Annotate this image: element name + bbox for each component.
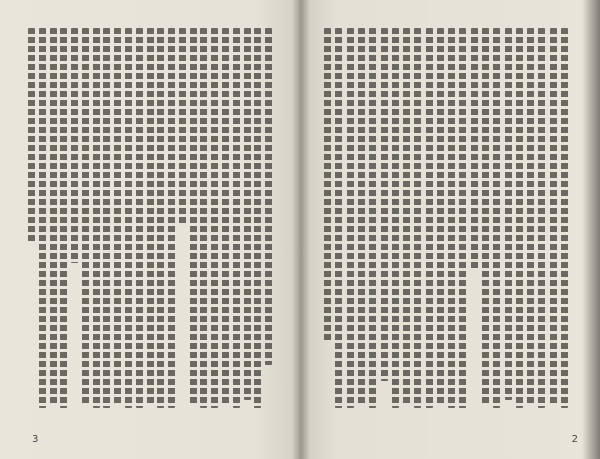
text-column [244, 28, 251, 400]
text-column [527, 28, 534, 404]
text-column [550, 28, 557, 404]
text-column [114, 28, 121, 404]
text-column [381, 28, 388, 381]
right-page-number: 2 [571, 434, 578, 445]
text-column [516, 28, 523, 408]
text-column [168, 28, 175, 408]
text-column [392, 28, 399, 408]
text-column [347, 28, 354, 408]
page-edge-shadow [582, 0, 600, 459]
text-column [482, 28, 489, 404]
text-column [136, 28, 143, 408]
text-column [103, 28, 110, 408]
text-column [222, 28, 229, 404]
text-column [335, 28, 342, 408]
text-column [538, 28, 545, 408]
text-column [125, 28, 132, 408]
book-gutter [292, 0, 310, 459]
text-column [60, 28, 67, 408]
left-page-number: 3 [32, 434, 39, 445]
text-column [211, 28, 218, 408]
text-column [448, 28, 455, 408]
left-page-body-text [26, 28, 274, 420]
text-column [561, 28, 568, 408]
text-column [200, 28, 207, 408]
text-column [82, 28, 89, 404]
text-column [493, 28, 500, 408]
text-column [233, 28, 240, 408]
text-column [28, 28, 35, 244]
text-column [179, 28, 186, 224]
right-page-body-text [322, 28, 570, 420]
text-column [265, 28, 272, 365]
text-column [71, 28, 78, 263]
right-page [300, 0, 600, 459]
text-column [471, 28, 478, 271]
text-column [190, 28, 197, 404]
text-column [324, 28, 331, 342]
text-column [50, 28, 57, 404]
text-column [426, 28, 433, 408]
text-column [93, 28, 100, 408]
text-column [403, 28, 410, 404]
text-column [358, 28, 365, 404]
text-column [147, 28, 154, 404]
text-column [157, 28, 164, 408]
text-column [39, 28, 46, 408]
text-column [505, 28, 512, 400]
text-column [437, 28, 444, 404]
text-column [459, 28, 466, 408]
text-column [369, 28, 376, 408]
text-column [414, 28, 421, 408]
text-column [254, 28, 261, 408]
